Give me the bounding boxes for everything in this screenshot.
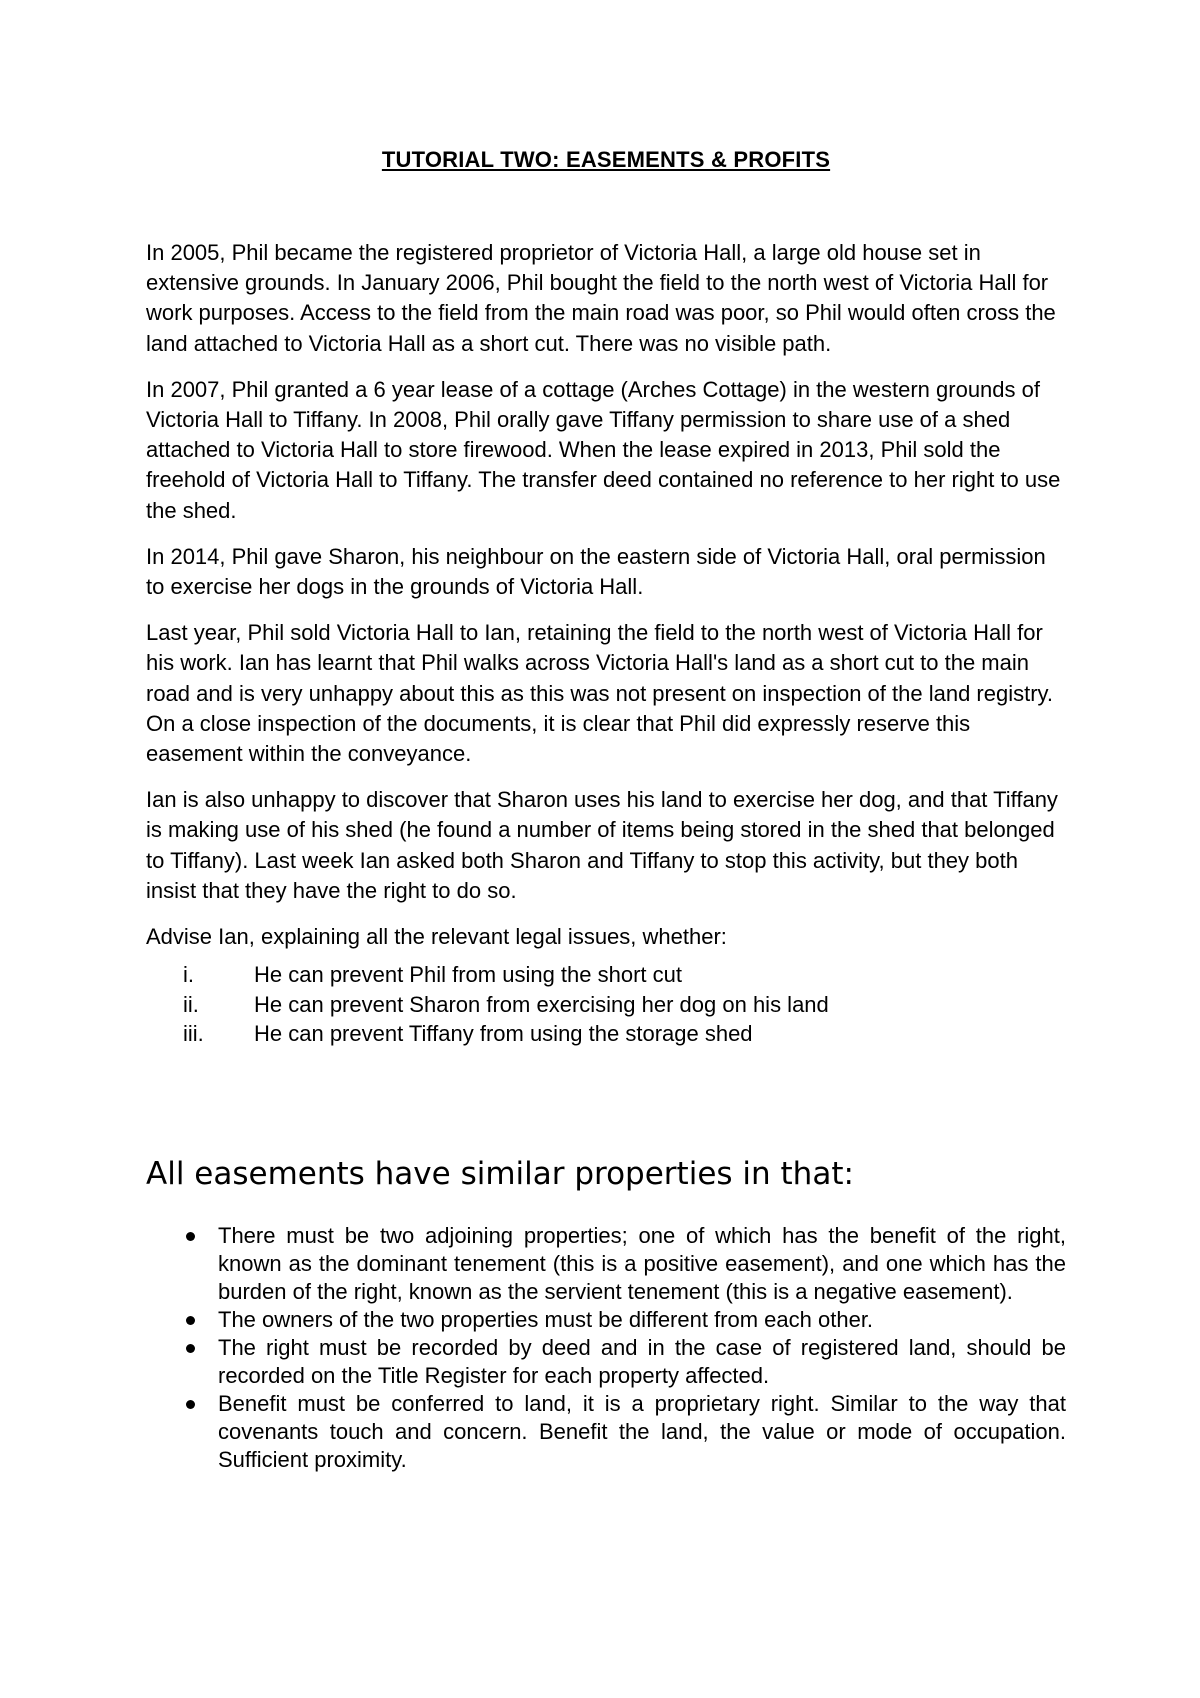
list-item [146,1306,1066,1334]
list-item [146,960,1066,990]
list-item-text: He can prevent Phil from using the short cut [254,962,682,988]
bullet-icon [146,1222,218,1306]
list-item-text: Benefit must be conferred to land, it is a proprietary right. Similar to the way that covenants touch and concern. Benefit the land, the value or mode of occupation. Sufficient proximity. [218,1391,1066,1472]
easement-properties-list [146,1222,1066,1474]
bullet-icon [146,1334,218,1390]
paragraph: In 2014, Phil gave Sharon, his neighbour on the eastern side of Victoria Hall, oral permission to exercise her dogs in the grounds of Victoria Hall. [146,543,1046,600]
list-item [146,1222,1066,1306]
section-heading: All easements have similar properties in that: [146,1156,854,1192]
paragraph: Last year, Phil sold Victoria Hall to Ian, retaining the field to the north west of Victoria Hall for his work. Ian has learnt that Phil walks across Victoria Hall's land as a short cut to the main road and is very unhappy about this as this was not present on inspection of the land registry. On a close inspection of the documents, it is clear that Phil did expressly reserve this easement within the conveyance. [146,620,1054,767]
bullet-icon [146,1390,218,1474]
list-item [146,1019,1066,1049]
paragraph: In 2007, Phil granted a 6 year lease of a cottage (Arches Cottage) in the western grounds of Victoria Hall to Tiffany. In 2008, Phil orally gave Tiffany permission to share use of a shed attached to Victoria Hall to store firewood. When the lease expired in 2013, Phil sold the freehold of Victoria Hall to Tiffany. The transfer deed contained no reference to her right to use the shed. [146,376,1061,523]
list-item [146,1334,1066,1390]
list-number: i. [183,962,194,988]
list-item-text: The owners of the two properties must be different from each other. [218,1307,874,1332]
list-item-text: He can prevent Sharon from exercising her dog on his land [254,991,829,1017]
list-item [146,990,1066,1020]
list-number: iii. [183,1021,204,1047]
paragraph: Ian is also unhappy to discover that Sharon uses his land to exercise her dog, and that Tiffany is making use of his shed (he found a number of items being stored in the shed that belonged to Tiffany). Last week Ian asked both Sharon and Tiffany to stop this activity, but they both insist that they have the right to do so. [146,787,1058,903]
list-item [146,1390,1066,1474]
list-item-text: There must be two adjoining properties; one of which has the benefit of the right, known as the dominant tenement (this is a positive easement), and one which has the burden of the right, known as the servient tenement (this is a negative easement). [218,1223,1066,1304]
list-item-text: He can prevent Tiffany from using the storage shed [254,1021,753,1047]
bullet-icon [146,1306,218,1334]
paragraph: In 2005, Phil became the registered proprietor of Victoria Hall, a large old house set in extensive grounds. In January 2006, Phil bought the field to the north west of Victoria Hall for work purposes. Access to the field from the main road was poor, so Phil would often cross the land attached to Victoria Hall as a short cut. There was no visible path. [146,240,1056,356]
paragraph: Advise Ian, explaining all the relevant legal issues, whether: [146,924,727,950]
list-number: ii. [183,991,199,1017]
question-list [146,960,1066,1049]
problem-scenario [146,238,1066,1049]
page-title: TUTORIAL TWO: EASEMENTS & PROFITS [381,147,831,172]
list-item-text: The right must be recorded by deed and in the case of registered land, should be recorded on the Title Register for each property affected. [218,1335,1066,1388]
